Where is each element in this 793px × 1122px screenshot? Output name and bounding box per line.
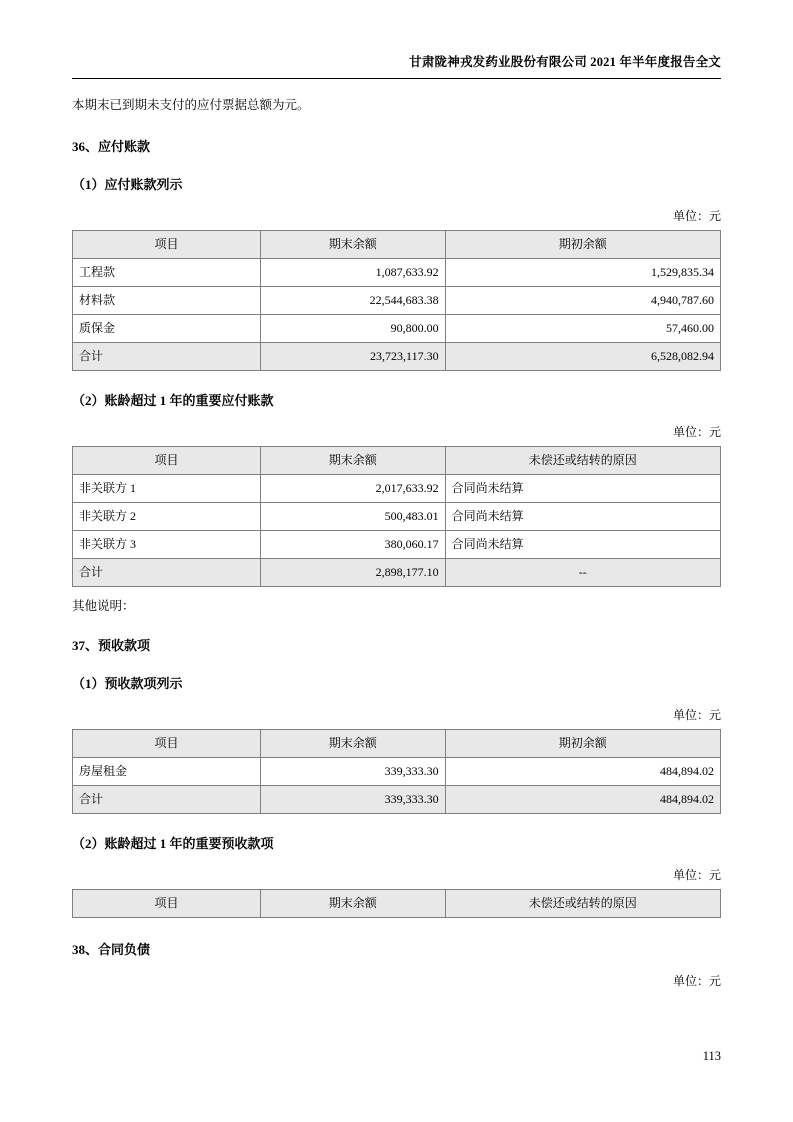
table-total-row [73,786,721,814]
table-row [73,475,721,503]
page-number: 113 [702,1049,721,1063]
table-row [73,503,721,531]
table-row [73,531,721,559]
table-header-row [73,730,721,758]
subsection-heading-36-1: （1）应付账款列示 [72,177,183,192]
cell-item: 非关联方 3 [73,531,261,559]
cell-value: 484,894.02 [445,758,720,786]
table-row [73,259,721,287]
column-header: 项目 [73,231,261,259]
intro-paragraph: 本期末已到期未支付的应付票据总额为元。 [72,98,310,112]
cell-item: 质保金 [73,315,261,343]
cell-value: 4,940,787.60 [445,287,720,315]
table-row [73,287,721,315]
cell-value: 339,333.30 [260,758,445,786]
table-advance-receipts-list [72,729,721,814]
table-total-row [73,559,721,587]
column-header: 期初余额 [445,730,720,758]
cell-value: 23,723,117.30 [260,343,445,371]
table-total-row [73,343,721,371]
unit-label-37-2: 单位：元 [672,868,721,882]
cell-value: 339,333.30 [260,786,445,814]
section-heading-37: 37、预收款项 [72,638,151,653]
column-header: 未偿还或结转的原因 [445,890,720,918]
section-heading-36: 36、应付账款 [72,139,151,154]
table-payables-over-one-year [72,446,721,587]
cell-item: 合计 [73,343,261,371]
unit-label-36-1: 单位：元 [672,209,721,223]
cell-reason: 合同尚未结算 [445,531,720,559]
table-row [73,315,721,343]
column-header: 期末余额 [260,447,445,475]
subsection-heading-37-1: （1）预收款项列示 [72,676,183,691]
cell-item: 非关联方 1 [73,475,261,503]
table-advance-receipts-over-one-year [72,889,721,918]
cell-value: 6,528,082.94 [445,343,720,371]
cell-item: 合计 [73,559,261,587]
header-title: 甘肃陇神戎发药业股份有限公司 2021 年半年度报告全文 [409,55,721,69]
unit-label-38: 单位：元 [672,974,721,988]
table-header-row [73,890,721,918]
cell-item: 非关联方 2 [73,503,261,531]
table-header-row [73,231,721,259]
table-header-row [73,447,721,475]
cell-reason: 合同尚未结算 [445,503,720,531]
cell-value: 380,060.17 [260,531,445,559]
subsection-heading-37-2: （2）账龄超过 1 年的重要预收款项 [72,836,274,851]
header-divider [72,78,721,79]
cell-value: 1,087,633.92 [260,259,445,287]
section-heading-38: 38、合同负债 [72,942,151,957]
column-header: 项目 [73,447,261,475]
cell-value: 57,460.00 [445,315,720,343]
table-payables-list [72,230,721,371]
cell-value: 2,017,633.92 [260,475,445,503]
subsection-heading-36-2: （2）账龄超过 1 年的重要应付账款 [72,393,274,408]
cell-item: 材料款 [73,287,261,315]
cell-value: 484,894.02 [445,786,720,814]
column-header: 未偿还或结转的原因 [445,447,720,475]
cell-value: 1,529,835.34 [445,259,720,287]
table-row [73,758,721,786]
column-header: 项目 [73,730,261,758]
unit-label-36-2: 单位：元 [672,425,721,439]
cell-item: 房屋租金 [73,758,261,786]
column-header: 项目 [73,890,261,918]
column-header: 期末余额 [260,890,445,918]
cell-reason: 合同尚未结算 [445,475,720,503]
cell-value: 22,544,683.38 [260,287,445,315]
cell-reason: -- [445,559,720,587]
column-header: 期末余额 [260,730,445,758]
other-notes-label: 其他说明： [72,599,135,613]
cell-item: 工程款 [73,259,261,287]
cell-value: 500,483.01 [260,503,445,531]
column-header: 期末余额 [260,231,445,259]
cell-value: 2,898,177.10 [260,559,445,587]
unit-label-37-1: 单位：元 [672,708,721,722]
cell-value: 90,800.00 [260,315,445,343]
cell-item: 合计 [73,786,261,814]
page-header [72,0,721,70]
column-header: 期初余额 [445,231,720,259]
